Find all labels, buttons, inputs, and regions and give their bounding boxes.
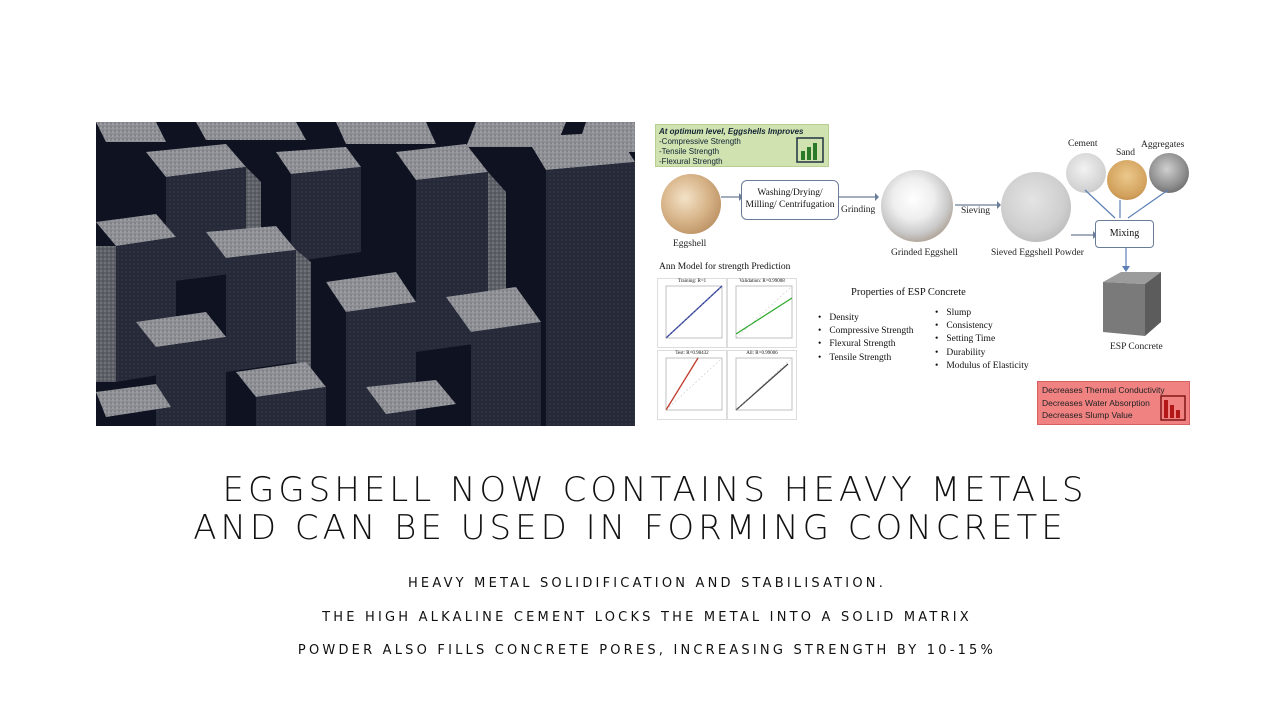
- improves-item: -Compressive Strength: [659, 137, 741, 146]
- arrow-down-icon: [1121, 248, 1131, 272]
- property-item: • Compressive Strength: [818, 325, 914, 338]
- property-item: • Flexural Strength: [818, 338, 914, 351]
- regression-plot: [658, 284, 726, 344]
- grinded-eggshell-image: [881, 170, 953, 242]
- properties-list-1: [818, 312, 914, 365]
- property-item: • Density: [818, 312, 914, 325]
- properties-title: Properties of ESP Concrete: [851, 287, 966, 298]
- ann-plot-all: [727, 350, 797, 420]
- ann-panel-title: Training: R=1: [677, 279, 707, 284]
- arrow-right-icon: [721, 192, 743, 202]
- sand-label: Sand: [1116, 148, 1135, 158]
- eggshell-image: [661, 174, 721, 234]
- cement-image: [1066, 153, 1106, 193]
- properties-list-2: [935, 307, 1029, 373]
- bullet-text: THE HIGH ALKALINE CEMENT LOCKS THE METAL INTO A SOLID MATRIX: [322, 610, 972, 625]
- improves-box: [655, 124, 829, 167]
- ann-plot-validation: [727, 278, 797, 348]
- bullet-text: HEAVY METAL SOLIDIFICATION AND STABILISATION.: [407, 576, 887, 591]
- headline-line-2: AND CAN BE USED IN FORMING CONCRETE: [193, 508, 1067, 548]
- sieved-label: Sieved Eggshell Powder: [991, 248, 1084, 258]
- property-item: • Setting Time: [935, 333, 1029, 346]
- improves-title: At optimum level, Eggshells Improves: [659, 127, 804, 136]
- aggregates-image: [1149, 153, 1189, 193]
- concrete-blocks-photo: [96, 122, 635, 426]
- eggshell-label: Eggshell: [673, 239, 707, 249]
- ann-panel-title: All: R=0.99006: [746, 351, 778, 356]
- arrow-right-icon: [839, 192, 879, 202]
- decreases-item: Decreases Thermal Conductivity: [1042, 385, 1165, 395]
- bar-chart-up-icon: [796, 137, 824, 163]
- decreases-box: [1037, 381, 1190, 425]
- regression-plot: [658, 356, 726, 416]
- mixing-box: Mixing: [1095, 220, 1154, 248]
- property-item: • Slump: [935, 307, 1029, 320]
- ann-panel-title: Validation: R=0.99008: [739, 279, 785, 284]
- esp-concrete-label: ESP Concrete: [1110, 342, 1163, 352]
- arrow-right-icon: [1071, 230, 1097, 240]
- process-box: Washing/Drying/ Milling/ Centrifugation: [741, 180, 839, 220]
- bar-chart-down-icon: [1160, 395, 1186, 421]
- decreases-item: Decreases Water Absorption: [1042, 397, 1150, 408]
- grinded-label: Grinded Eggshell: [891, 248, 958, 258]
- ann-panel-title: Test: R=0.98432: [675, 351, 709, 356]
- grinding-label: Grinding: [841, 205, 876, 215]
- ann-plot-test: [657, 350, 727, 420]
- eggshell-concrete-infographic: [655, 122, 1193, 426]
- ann-plot-training: [657, 278, 727, 348]
- ann-title: Ann Model for strength Prediction: [659, 262, 791, 272]
- improves-item: -Tensile Strength: [659, 147, 720, 156]
- aggregates-label: Aggregates: [1141, 140, 1185, 150]
- bullet-text: POWDER ALSO FILLS CONCRETE PORES, INCREASING STRENGTH BY 10-15%: [297, 643, 997, 658]
- headline-line-1: EGGSHELL NOW CONTAINS HEAVY METALS: [222, 470, 1088, 510]
- property-item: • Consistency: [935, 320, 1029, 333]
- improves-item: -Flexural Strength: [659, 157, 723, 166]
- regression-plot: [728, 356, 796, 416]
- regression-plot: [728, 284, 796, 344]
- sieving-label: Sieving: [961, 206, 991, 216]
- concrete-cube-image: [1099, 270, 1165, 340]
- decreases-item: Decreases Slump Value: [1042, 410, 1133, 420]
- property-item: • Durability: [935, 347, 1029, 360]
- mixing-arrows-icon: [1060, 188, 1180, 222]
- property-item: • Tensile Strength: [818, 352, 914, 365]
- cement-label: Cement: [1068, 139, 1098, 149]
- property-item: • Modulus of Elasticity: [935, 360, 1029, 373]
